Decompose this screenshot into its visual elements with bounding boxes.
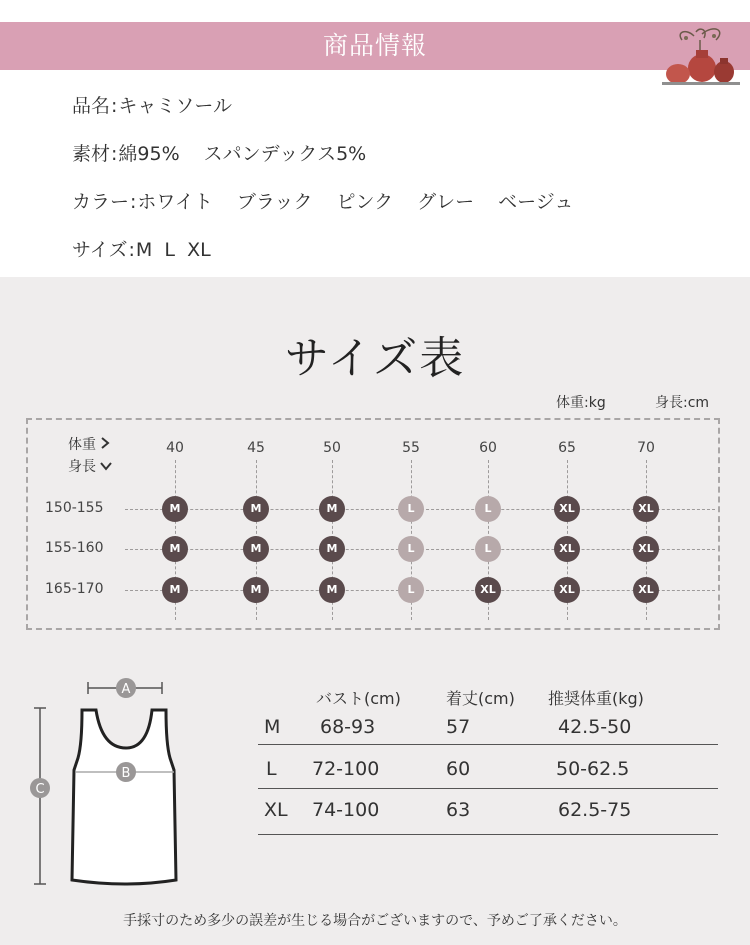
row-size: XL — [264, 799, 288, 821]
weight-axis-label: 体重 — [68, 434, 110, 454]
row-bust: 74-100 — [312, 799, 380, 821]
table-header-length: 着丈(cm) — [446, 689, 515, 708]
color-option: グレー — [417, 191, 475, 213]
table-row — [258, 758, 718, 802]
footnote: 手採寸のため多少の誤差が生じる場合がございますので、予めご了承ください。 — [123, 913, 627, 929]
weight-column-label: 60 — [479, 440, 497, 456]
color-option: ベージュ — [498, 191, 574, 213]
product-info — [72, 92, 573, 284]
size-dot-m: M — [243, 496, 269, 522]
size-dot-xl: XL — [633, 577, 659, 603]
info-material-line: 素材:綿95% スパンデックス5% — [72, 143, 367, 165]
table-row — [258, 716, 718, 760]
row-length: 63 — [446, 799, 471, 821]
size-dot-m: M — [162, 577, 188, 603]
weight-column-label: 70 — [637, 440, 655, 456]
row-weight: 42.5-50 — [558, 716, 632, 738]
size-dot-xl: XL — [554, 496, 580, 522]
table-divider — [258, 744, 718, 745]
size-dot-m: M — [243, 536, 269, 562]
size-dot-l: L — [398, 577, 424, 603]
material-label: 素材 — [72, 143, 111, 165]
chevron-down-icon — [100, 461, 112, 471]
row-size: M — [264, 716, 281, 738]
weight-column-label: 55 — [402, 440, 420, 456]
chevron-right-icon — [100, 437, 110, 449]
size-option: M — [135, 239, 153, 261]
size-label: サイズ — [72, 239, 128, 261]
size-dot-xl: XL — [475, 577, 501, 603]
row-size: L — [266, 758, 277, 780]
size-dot-l: L — [475, 536, 501, 562]
size-dot-m: M — [319, 536, 345, 562]
size-dot-l: L — [398, 536, 424, 562]
vase-decoration-icon — [656, 28, 742, 86]
size-dot-m: M — [319, 577, 345, 603]
row-bust: 68-93 — [320, 716, 376, 738]
camisole-diagram — [24, 674, 204, 894]
height-row-label: 165-170 — [45, 581, 104, 597]
row-length: 57 — [446, 716, 471, 738]
size-dot-xl: XL — [633, 536, 659, 562]
weight-column-label: 45 — [247, 440, 265, 456]
weight-unit-note: 体重:kg — [556, 395, 606, 411]
weight-column-label: 65 — [558, 440, 576, 456]
info-color-line: カラー:ホワイト ブラック ピンク グレー ベージュ — [72, 191, 574, 213]
height-unit-note: 身長:cm — [655, 395, 710, 411]
size-chart-title: サイズ表 — [284, 333, 466, 384]
info-name-line: 品名:キャミソール — [72, 95, 233, 117]
size-dot-xl: XL — [554, 577, 580, 603]
height-row-label: 150-155 — [45, 500, 104, 516]
material-value-1: 綿95% — [118, 143, 180, 165]
color-option: ブラック — [236, 191, 313, 213]
size-dot-l: L — [475, 496, 501, 522]
height-row-label: 155-160 — [45, 540, 104, 556]
row-bust: 72-100 — [312, 758, 380, 780]
table-divider — [258, 834, 718, 835]
name-value: キャミソール — [118, 95, 233, 117]
color-option: ピンク — [336, 191, 394, 213]
size-dot-m: M — [162, 496, 188, 522]
info-size-line: サイズ:M L XL — [72, 239, 211, 261]
table-row — [258, 799, 718, 843]
table-divider — [258, 788, 718, 789]
header-banner — [0, 22, 750, 70]
size-grid-frame — [26, 418, 720, 630]
row-length: 60 — [446, 758, 471, 780]
size-dot-m: M — [243, 577, 269, 603]
row-weight: 50-62.5 — [556, 758, 630, 780]
marker-c-label: C — [35, 782, 45, 797]
name-label: 品名 — [72, 95, 111, 117]
size-option: L — [164, 239, 175, 261]
table-header-weight: 推奨体重(kg) — [548, 689, 644, 708]
color-label: カラー — [72, 191, 130, 213]
size-dot-l: L — [398, 496, 424, 522]
height-axis-label: 身長 — [68, 456, 112, 476]
size-dot-m: M — [162, 536, 188, 562]
size-dot-m: M — [319, 496, 345, 522]
size-dot-xl: XL — [554, 536, 580, 562]
size-dot-xl: XL — [633, 496, 659, 522]
marker-b-label: B — [121, 766, 131, 781]
row-weight: 62.5-75 — [558, 799, 632, 821]
color-option: ホワイト — [137, 191, 213, 213]
weight-column-label: 40 — [166, 440, 184, 456]
weight-column-label: 50 — [323, 440, 341, 456]
material-value-2: スパンデックス5% — [203, 143, 367, 165]
header-title: 商品情報 — [322, 31, 427, 60]
table-header-bust: バスト(cm) — [316, 689, 401, 708]
marker-a-label: A — [121, 682, 131, 697]
size-option: XL — [187, 239, 211, 261]
